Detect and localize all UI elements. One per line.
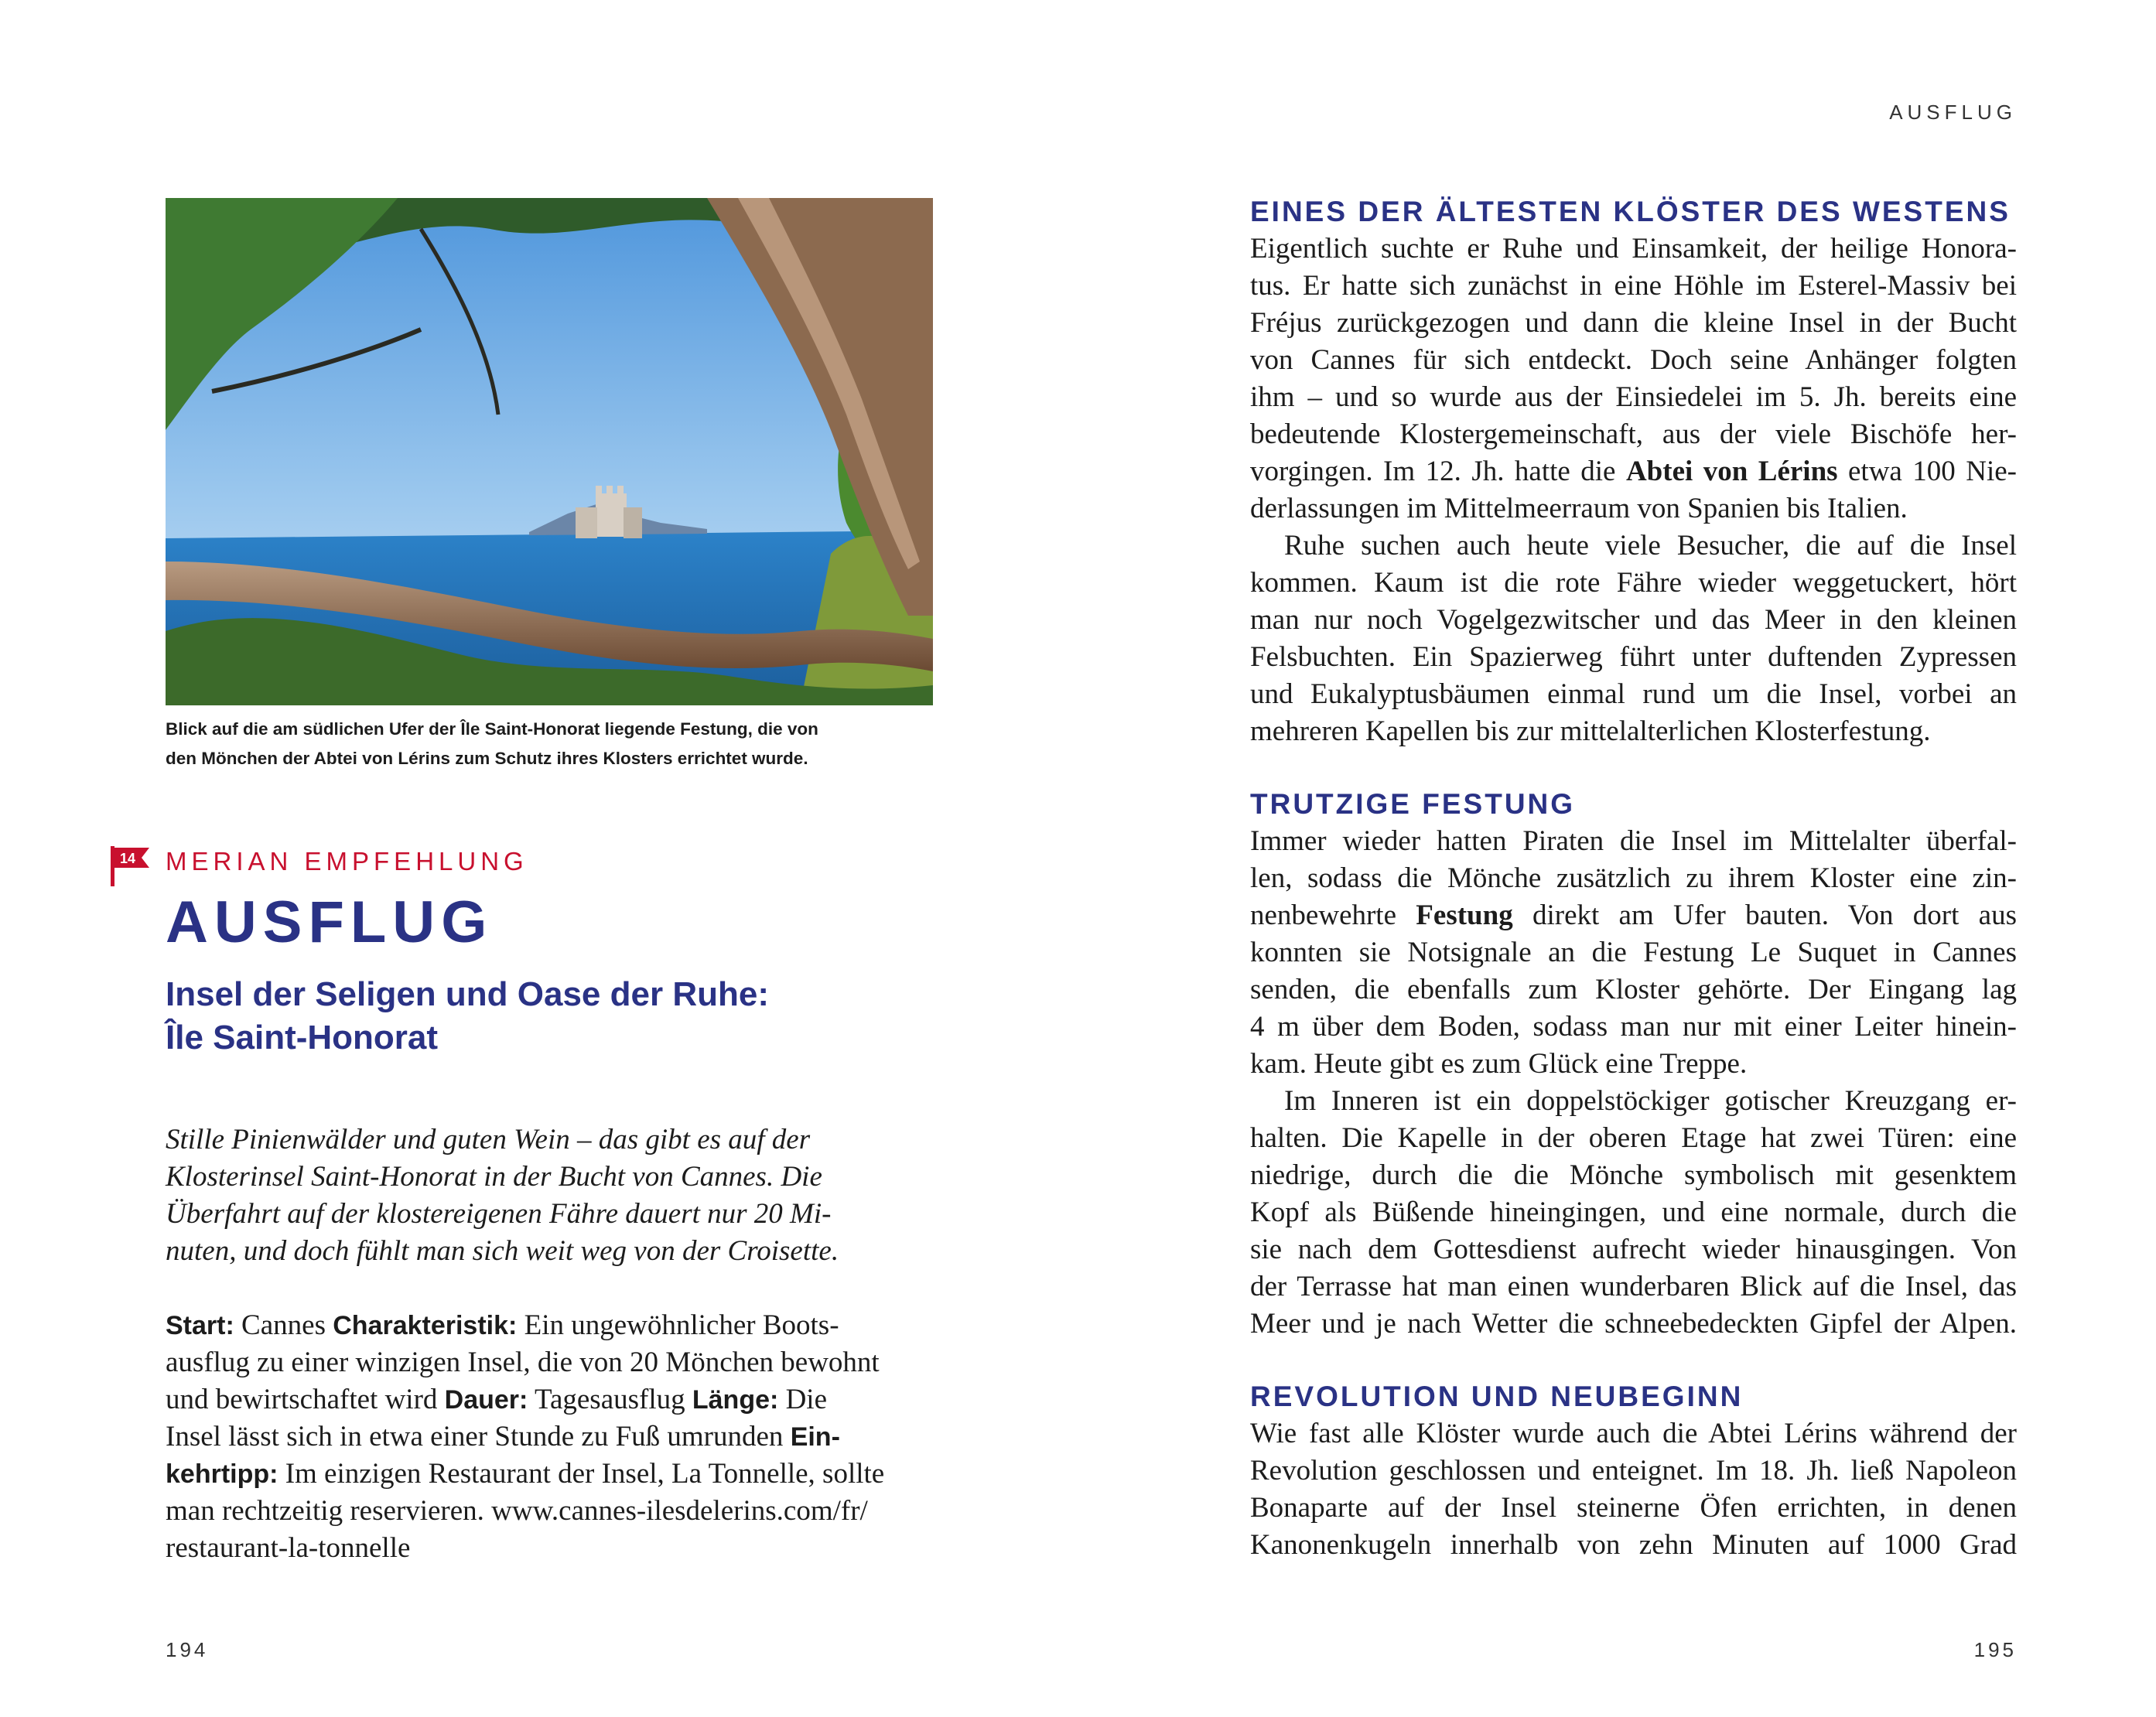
laenge-value: Insel lässt sich in etwa einer Stunde zu Fuß umrunden <box>166 1421 791 1452</box>
body-line: und Eukalyptusbäumen einmal rund um die Insel, vorbei an <box>1250 678 2017 710</box>
facts-line <box>166 1344 933 1381</box>
body-line: Im Inneren ist ein doppelstöckiger gotischer Kreuzgang er- <box>1284 1085 2017 1117</box>
body-line: Wie fast alle Klöster wurde auch die Abtei Lérins während der <box>1250 1418 2017 1449</box>
intro-line: Stille Pinienwälder und guten Wein – das gibt es auf der <box>166 1124 811 1155</box>
chapter-subtitle <box>166 973 939 1060</box>
photo-caption <box>166 715 933 773</box>
body-line: Meer und je nach Wetter die schneebedeckten Gipfel der Alpen. <box>1250 1308 2017 1340</box>
tipp-value: man rechtzeitig reservieren. www.cannes-ilesdelerins.com/fr/ <box>166 1495 868 1527</box>
tipp-value: restaurant-la-tonnelle <box>166 1532 411 1564</box>
running-head: AUSFLUG <box>1889 101 2017 124</box>
bold-festung: Festung <box>1416 899 1513 931</box>
body-text: nenbewehrte <box>1250 899 1416 931</box>
body-line: 4 m über dem Boden, sodass man nur mit einer Leiter hinein- <box>1250 1011 2017 1043</box>
page-number-right: 195 <box>1973 1638 2017 1661</box>
body-line: Fréjus zurückgezogen und dann die kleine Insel in der Bucht <box>1250 307 2017 339</box>
caption-line-1: Blick auf die am südlichen Ufer der Île Saint-Honorat liegende Festung, die von <box>166 719 818 739</box>
chapter-title: AUSFLUG <box>166 889 494 955</box>
body-line: Kanonenkugeln innerhalb von zehn Minuten auf 1000 Grad <box>1250 1529 2017 1561</box>
photo-fortress-saint-honorat <box>166 198 933 705</box>
section-body <box>1250 1415 2017 1564</box>
section-heading: TRUTZIGE FESTUNG <box>1250 788 1576 820</box>
body-line: derlassungen im Mittelmeerraum von Spanien bis Italien. <box>1250 493 1908 524</box>
body-line: Revolution geschlossen und enteignet. Im 18. Jh. ließ Napoleon <box>1250 1455 2017 1487</box>
body-line: Immer wieder hatten Piraten die Insel im Mittelalter überfal- <box>1250 825 2017 857</box>
facts-line <box>166 1530 933 1567</box>
start-value: Cannes <box>234 1309 333 1341</box>
body-line: Bonaparte auf der Insel steinerne Öfen errichten, in denen <box>1250 1492 2017 1524</box>
section-body <box>1250 230 2017 750</box>
facts-line <box>166 1493 933 1530</box>
section-body <box>1250 823 2017 1343</box>
body-line: tus. Er hatte sich zunächst in eine Höhle im Esterel-Massiv bei <box>1250 270 2017 302</box>
char-value: Ein ungewöhnlicher Boots- <box>517 1309 839 1341</box>
body-line <box>1250 453 2017 490</box>
body-line: kommen. Kaum ist die rote Fähre wieder weggetuckert, hört <box>1250 567 2017 599</box>
section-heading: EINES DER ÄLTESTEN KLÖSTER DES WESTENS <box>1250 196 2011 227</box>
body-line: bedeutende Klostergemeinschaft, aus der viele Bischöfe her- <box>1250 418 2017 450</box>
body-line: konnten sie Notsignale an die Festung Le Suquet in Cannes <box>1250 937 2017 968</box>
char-label: Charakteristik: <box>333 1311 518 1340</box>
body-line <box>1250 897 2017 934</box>
body-line: len, sodass die Mönche zusätzlich zu ihrem Kloster eine zin- <box>1250 862 2017 894</box>
body-line: von Cannes für sich entdeckt. Doch seine Anhänger folgten <box>1250 344 2017 376</box>
body-line: Kopf als Büßende hineingingen, und eine normale, durch die <box>1250 1196 2017 1228</box>
body-line: der Terrasse hat man einen wunderbaren Blick auf die Insel, das <box>1250 1271 2017 1302</box>
section-heading: REVOLUTION UND NEUBEGINN <box>1250 1381 1744 1412</box>
dauer-label: Dauer: <box>444 1385 528 1415</box>
subtitle-line-1: Insel der Seligen und Oase der Ruhe: <box>166 975 769 1013</box>
body-line: kam. Heute gibt es zum Glück eine Treppe. <box>1250 1048 1748 1080</box>
caption-line-2: den Mönchen der Abtei von Lérins zum Schutz ihres Klosters errichtet wurde. <box>166 749 808 768</box>
intro-line: Klosterinsel Saint-Honorat in der Bucht von Cannes. Die <box>166 1161 822 1193</box>
tipp-label: Ein- <box>790 1422 840 1452</box>
body-line: niedrige, durch die die Mönche symbolisch mit gesenktem <box>1250 1159 2017 1191</box>
right-page <box>1078 0 2156 1717</box>
body-line: man nur noch Vogelgezwitscher und das Meer in den kleinen <box>1250 604 2017 636</box>
body-line: mehreren Kapellen bis zur mittelalterlichen Klosterfestung. <box>1250 715 1931 747</box>
body-line: Eigentlich suchte er Ruhe und Einsamkeit, der heilige Honora- <box>1250 233 2017 265</box>
body-line: halten. Die Kapelle in der oberen Etage hat zwei Türen: eine <box>1250 1122 2017 1154</box>
body-line: ihm – und so wurde aus der Einsiedelei im 5. Jh. bereits eine <box>1250 381 2017 413</box>
flag-number: 14 <box>119 851 136 866</box>
intro-paragraph <box>166 1121 933 1270</box>
page-number-left: 194 <box>166 1638 209 1661</box>
tipp-value: Im einzigen Restaurant der Insel, La Tonnelle, sollte <box>278 1458 885 1490</box>
section-oldest-monastery <box>1250 193 2017 750</box>
tipp-label: kehrtipp: <box>166 1459 278 1489</box>
recommendation-flag-icon <box>111 846 151 886</box>
char-value: und bewirtschaftet wird <box>166 1384 445 1415</box>
body-text: direkt am Ufer bauten. Von dort aus <box>1512 899 2018 931</box>
body-text: etwa 100 Nie- <box>1837 456 2017 487</box>
dauer-value: Tagesausflug <box>528 1384 692 1415</box>
body-line: senden, die ebenfalls zum Kloster gehörte. Der Eingang lag <box>1250 974 2017 1005</box>
body-text: vorgingen. Im 12. Jh. hatte die <box>1250 456 1626 487</box>
facts-line <box>166 1418 933 1456</box>
section-revolution <box>1250 1378 2017 1564</box>
char-value: ausflug zu einer winzigen Insel, die von 20 Mönchen bewohnt <box>166 1347 880 1378</box>
kicker-merian-empfehlung: MERIAN EMPFEHLUNG <box>166 847 528 876</box>
start-label: Start: <box>166 1311 234 1340</box>
bold-abtei-von-lerins: Abtei von Lérins <box>1625 456 1838 487</box>
subtitle-line-2: Île Saint-Honorat <box>166 1019 439 1056</box>
facts-line <box>166 1307 933 1344</box>
intro-line: Überfahrt auf der klostereigenen Fähre dauert nur 20 Mi- <box>166 1198 832 1230</box>
facts-line <box>166 1381 933 1418</box>
section-trutzige-festung <box>1250 786 2017 1343</box>
laenge-value: Die <box>778 1384 828 1415</box>
body-line: Ruhe suchen auch heute viele Besucher, die auf die Insel <box>1284 530 2017 562</box>
laenge-label: Länge: <box>692 1385 779 1415</box>
facts-box <box>166 1307 933 1567</box>
intro-line: nuten, und doch fühlt man sich weit weg von der Croisette. <box>166 1235 839 1267</box>
facts-line <box>166 1456 933 1493</box>
body-line: sie nach dem Gottesdienst aufrecht wieder hinausgingen. Von <box>1250 1234 2017 1265</box>
body-line: Felsbuchten. Ein Spazierweg führt unter duftenden Zypressen <box>1250 641 2017 673</box>
